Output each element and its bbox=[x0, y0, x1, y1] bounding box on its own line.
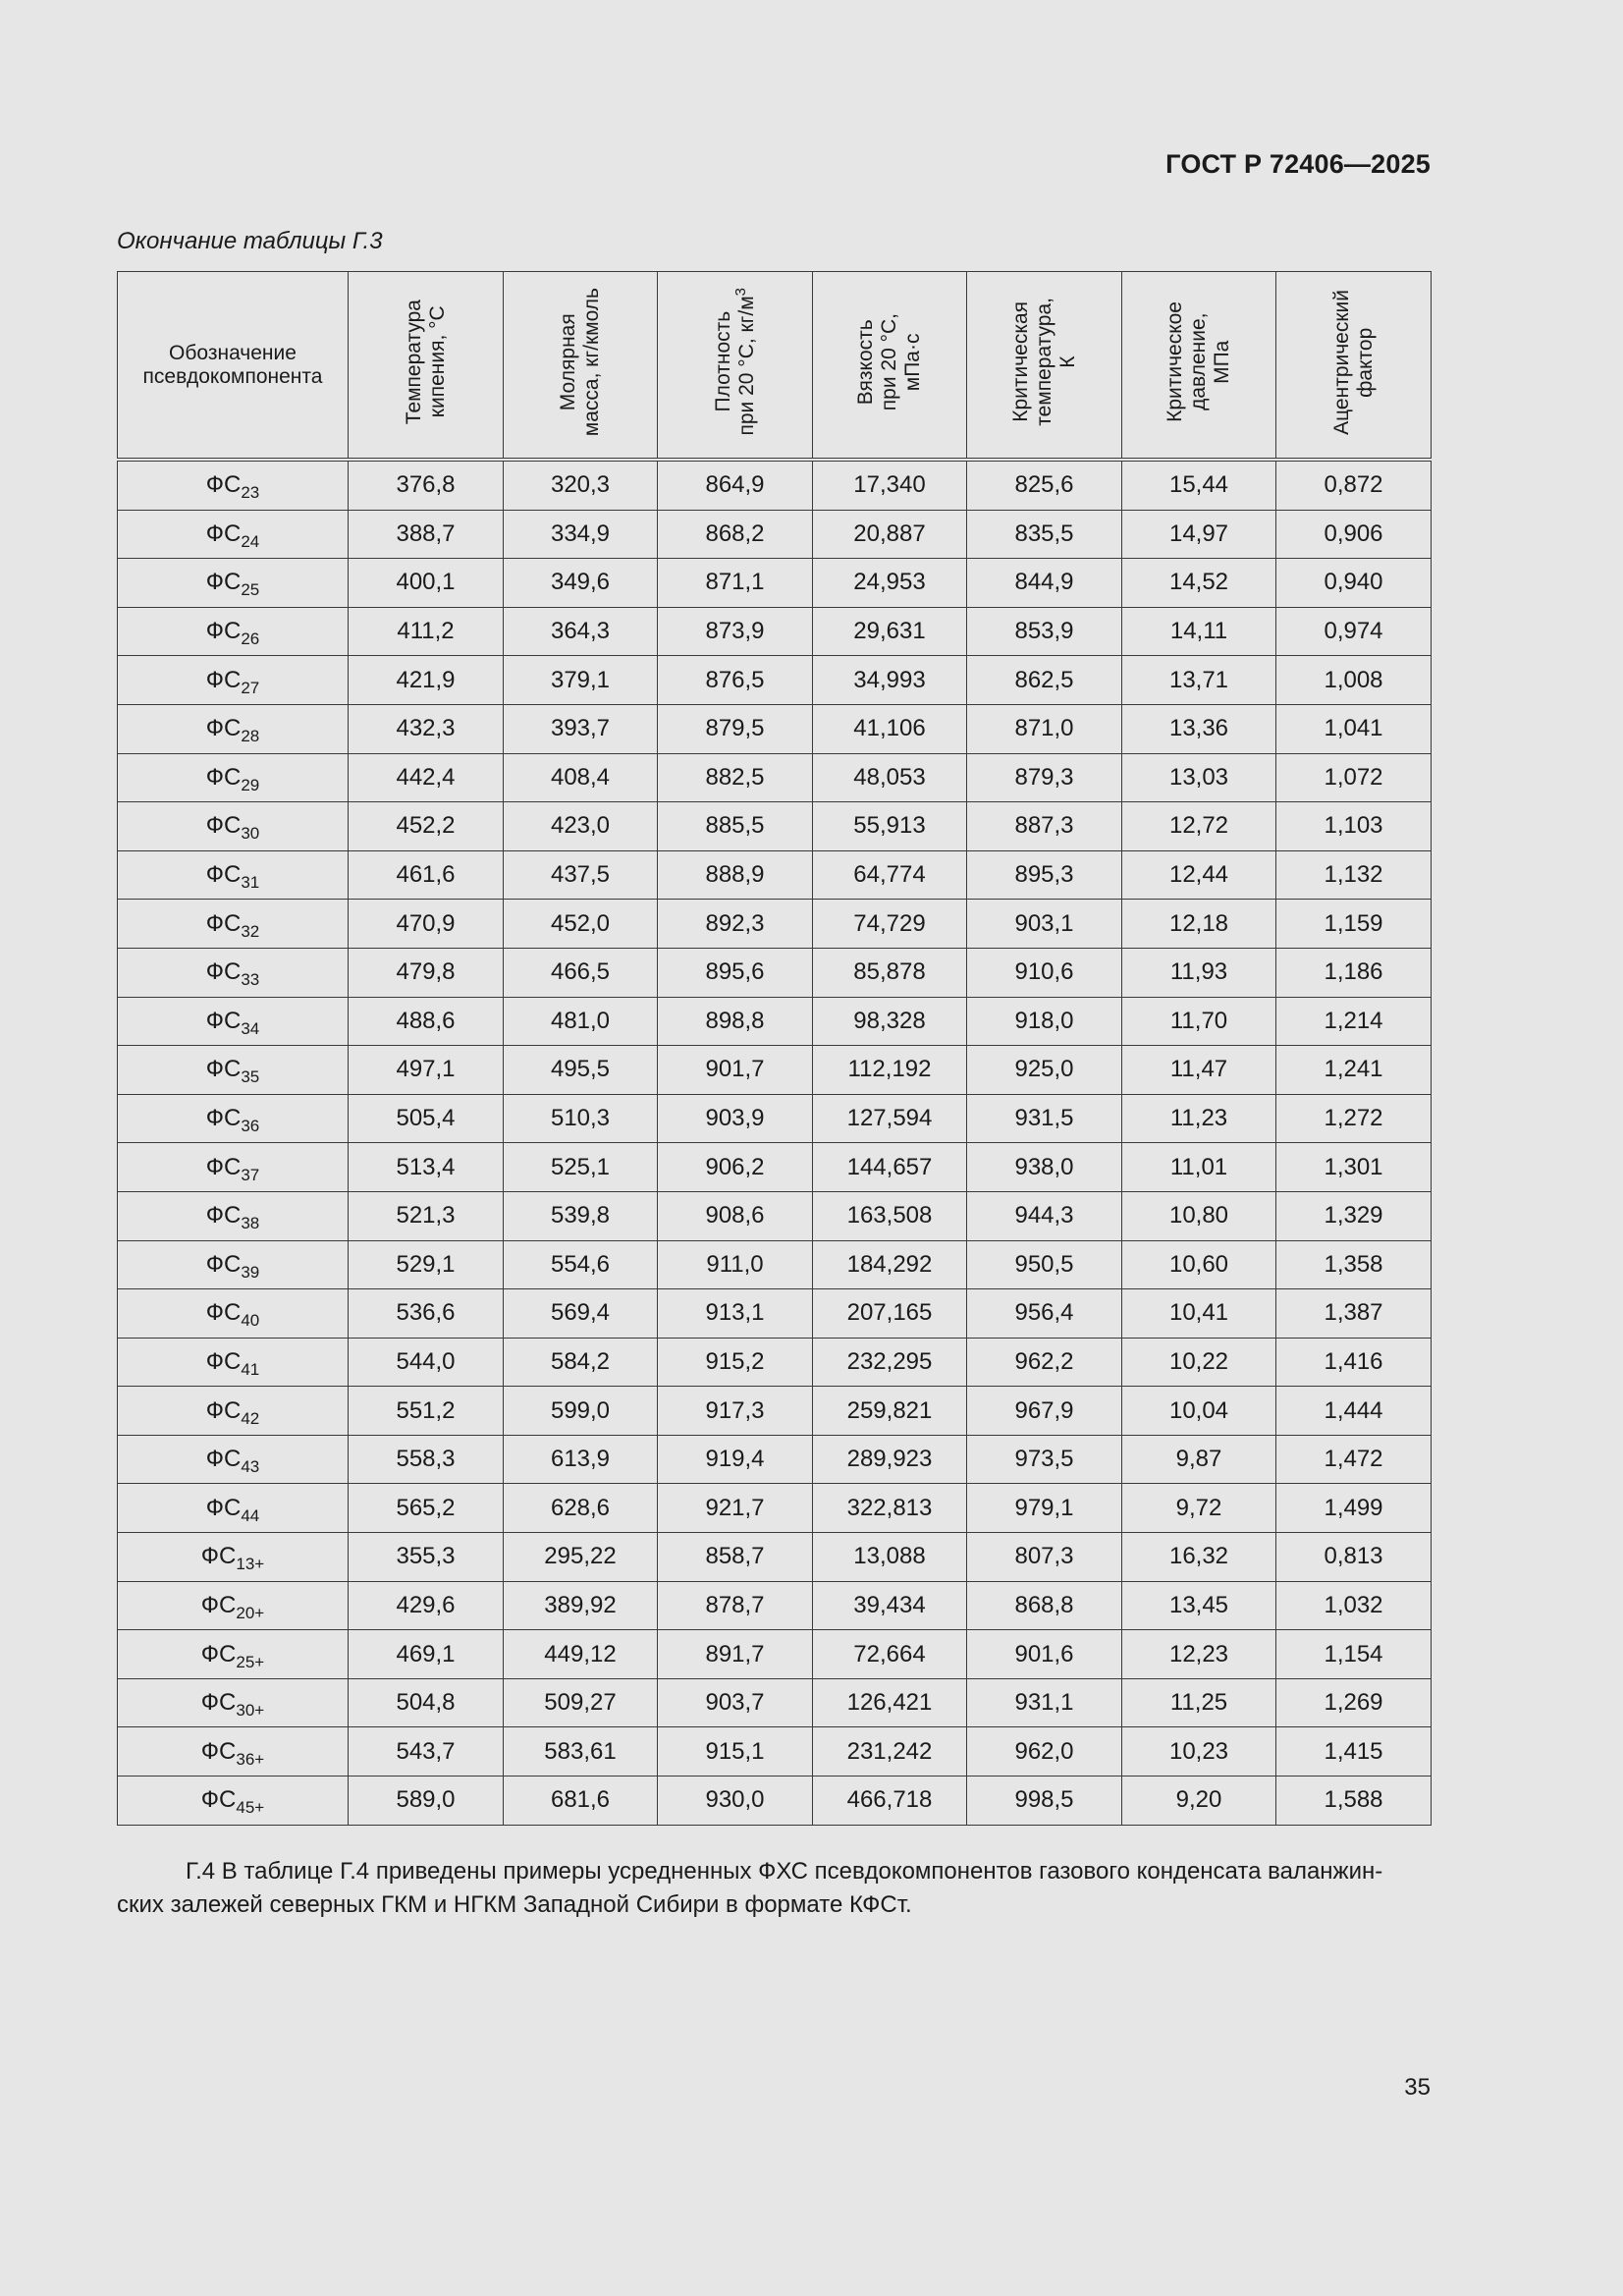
value-cell: 64,774 bbox=[813, 850, 967, 900]
value-cell: 421,9 bbox=[349, 656, 504, 705]
value-cell: 917,3 bbox=[658, 1387, 813, 1436]
value-cell: 14,97 bbox=[1122, 510, 1276, 559]
pseudocomponent-cell: $ФС_{34}$ bbox=[118, 997, 349, 1046]
value-cell: 388,7 bbox=[349, 510, 504, 559]
value-cell: 495,5 bbox=[504, 1046, 658, 1095]
value-cell: 543,7 bbox=[349, 1727, 504, 1777]
value-cell: 504,8 bbox=[349, 1678, 504, 1727]
value-cell: 12,23 bbox=[1122, 1630, 1276, 1679]
value-cell: 9,87 bbox=[1122, 1435, 1276, 1484]
value-cell: 1,186 bbox=[1276, 948, 1432, 997]
value-cell: 13,088 bbox=[813, 1533, 967, 1582]
value-cell: 525,1 bbox=[504, 1143, 658, 1192]
pseudocomponent-cell: $ФС_{36+}$ bbox=[118, 1727, 349, 1777]
value-cell: 544,0 bbox=[349, 1338, 504, 1387]
table-row bbox=[118, 1678, 1432, 1727]
value-cell: 10,41 bbox=[1122, 1289, 1276, 1339]
value-cell: 112,192 bbox=[813, 1046, 967, 1095]
value-cell: 998,5 bbox=[967, 1777, 1122, 1826]
value-cell: 599,0 bbox=[504, 1387, 658, 1436]
value-cell: 479,8 bbox=[349, 948, 504, 997]
header-density: Плотность при 20 °С, $кг/м^3$ bbox=[658, 272, 813, 461]
value-cell: 862,5 bbox=[967, 656, 1122, 705]
value-cell: 1,269 bbox=[1276, 1678, 1432, 1727]
value-cell: 14,52 bbox=[1122, 559, 1276, 608]
value-cell: 962,2 bbox=[967, 1338, 1122, 1387]
pseudocomponent-cell: $ФС_{20+}$ bbox=[118, 1581, 349, 1630]
value-cell: 376,8 bbox=[349, 460, 504, 510]
pseudocomponent-cell: $ФС_{23}$ bbox=[118, 460, 349, 510]
value-cell: 1,387 bbox=[1276, 1289, 1432, 1339]
value-cell: 979,1 bbox=[967, 1484, 1122, 1533]
header-boiling-temp: Температура кипения, °С bbox=[349, 272, 504, 461]
value-cell: 432,3 bbox=[349, 704, 504, 753]
value-cell: 322,813 bbox=[813, 1484, 967, 1533]
pseudocomponent-cell: $ФС_{30+}$ bbox=[118, 1678, 349, 1727]
value-cell: 259,821 bbox=[813, 1387, 967, 1436]
pseudocomponent-cell: $ФС_{44}$ bbox=[118, 1484, 349, 1533]
pseudocomponent-cell: $ФС_{33}$ bbox=[118, 948, 349, 997]
table-row bbox=[118, 1435, 1432, 1484]
table-row bbox=[118, 656, 1432, 705]
value-cell: 1,072 bbox=[1276, 753, 1432, 802]
table-row bbox=[118, 607, 1432, 656]
value-cell: 15,44 bbox=[1122, 460, 1276, 510]
value-cell: 41,106 bbox=[813, 704, 967, 753]
value-cell: 509,27 bbox=[504, 1678, 658, 1727]
pseudocomponent-cell: $ФС_{29}$ bbox=[118, 753, 349, 802]
pseudocomponent-cell: $ФС_{42}$ bbox=[118, 1387, 349, 1436]
table-row bbox=[118, 997, 1432, 1046]
value-cell: 16,32 bbox=[1122, 1533, 1276, 1582]
value-cell: 888,9 bbox=[658, 850, 813, 900]
value-cell: 825,6 bbox=[967, 460, 1122, 510]
value-cell: 144,657 bbox=[813, 1143, 967, 1192]
value-cell: 400,1 bbox=[349, 559, 504, 608]
table-row bbox=[118, 1484, 1432, 1533]
value-cell: 10,23 bbox=[1122, 1727, 1276, 1777]
value-cell: 442,4 bbox=[349, 753, 504, 802]
value-cell: 1,008 bbox=[1276, 656, 1432, 705]
table-row bbox=[118, 1240, 1432, 1289]
value-cell: 466,718 bbox=[813, 1777, 967, 1826]
value-cell: 34,993 bbox=[813, 656, 967, 705]
pseudocomponent-cell: $ФС_{13+}$ bbox=[118, 1533, 349, 1582]
value-cell: 681,6 bbox=[504, 1777, 658, 1826]
table-header-row bbox=[118, 272, 1432, 461]
value-cell: 13,71 bbox=[1122, 656, 1276, 705]
value-cell: 1,472 bbox=[1276, 1435, 1432, 1484]
pseudocomponent-cell: $ФС_{27}$ bbox=[118, 656, 349, 705]
value-cell: 452,2 bbox=[349, 802, 504, 851]
value-cell: 429,6 bbox=[349, 1581, 504, 1630]
value-cell: 956,4 bbox=[967, 1289, 1122, 1339]
value-cell: 0,940 bbox=[1276, 559, 1432, 608]
table-row bbox=[118, 1143, 1432, 1192]
value-cell: 613,9 bbox=[504, 1435, 658, 1484]
value-cell: 871,1 bbox=[658, 559, 813, 608]
value-cell: 10,04 bbox=[1122, 1387, 1276, 1436]
value-cell: 10,80 bbox=[1122, 1191, 1276, 1240]
value-cell: 13,03 bbox=[1122, 753, 1276, 802]
value-cell: 895,6 bbox=[658, 948, 813, 997]
value-cell: 950,5 bbox=[967, 1240, 1122, 1289]
table-row bbox=[118, 1581, 1432, 1630]
value-cell: 334,9 bbox=[504, 510, 658, 559]
value-cell: 510,3 bbox=[504, 1094, 658, 1143]
value-cell: 962,0 bbox=[967, 1727, 1122, 1777]
value-cell: 919,4 bbox=[658, 1435, 813, 1484]
table-row bbox=[118, 1094, 1432, 1143]
value-cell: 11,25 bbox=[1122, 1678, 1276, 1727]
value-cell: 931,5 bbox=[967, 1094, 1122, 1143]
table-row bbox=[118, 1777, 1432, 1826]
value-cell: 9,20 bbox=[1122, 1777, 1276, 1826]
pseudocomponent-cell: $ФС_{40}$ bbox=[118, 1289, 349, 1339]
value-cell: 12,44 bbox=[1122, 850, 1276, 900]
table-row bbox=[118, 1727, 1432, 1777]
value-cell: 569,4 bbox=[504, 1289, 658, 1339]
value-cell: 449,12 bbox=[504, 1630, 658, 1679]
value-cell: 539,8 bbox=[504, 1191, 658, 1240]
pseudocomponent-cell: $ФС_{32}$ bbox=[118, 900, 349, 949]
value-cell: 906,2 bbox=[658, 1143, 813, 1192]
value-cell: 423,0 bbox=[504, 802, 658, 851]
pseudocomponent-cell: $ФС_{24}$ bbox=[118, 510, 349, 559]
value-cell: 921,7 bbox=[658, 1484, 813, 1533]
value-cell: 915,1 bbox=[658, 1727, 813, 1777]
value-cell: 1,444 bbox=[1276, 1387, 1432, 1436]
value-cell: 944,3 bbox=[967, 1191, 1122, 1240]
value-cell: 873,9 bbox=[658, 607, 813, 656]
value-cell: 0,813 bbox=[1276, 1533, 1432, 1582]
table-row bbox=[118, 460, 1432, 510]
header-acentric-factor: Ацентрический фактор bbox=[1276, 272, 1432, 461]
value-cell: 938,0 bbox=[967, 1143, 1122, 1192]
value-cell: 915,2 bbox=[658, 1338, 813, 1387]
value-cell: 911,0 bbox=[658, 1240, 813, 1289]
value-cell: 11,70 bbox=[1122, 997, 1276, 1046]
value-cell: 878,7 bbox=[658, 1581, 813, 1630]
data-table bbox=[117, 271, 1432, 1826]
value-cell: 389,92 bbox=[504, 1581, 658, 1630]
value-cell: 903,9 bbox=[658, 1094, 813, 1143]
value-cell: 231,242 bbox=[813, 1727, 967, 1777]
paragraph-g4: Г.4 В таблице Г.4 приведены примеры усредненных ФХС псевдокомпонентов газового конденсата валанжин- ских залежей северных ГКМ и НГКМ Западной Сибири в формате КФСт. bbox=[117, 1858, 1383, 1918]
value-cell: 536,6 bbox=[349, 1289, 504, 1339]
value-cell: 11,01 bbox=[1122, 1143, 1276, 1192]
table-row bbox=[118, 510, 1432, 559]
value-cell: 126,421 bbox=[813, 1678, 967, 1727]
value-cell: 0,974 bbox=[1276, 607, 1432, 656]
value-cell: 1,272 bbox=[1276, 1094, 1432, 1143]
value-cell: 0,906 bbox=[1276, 510, 1432, 559]
value-cell: 901,6 bbox=[967, 1630, 1122, 1679]
value-cell: 11,93 bbox=[1122, 948, 1276, 997]
header-designation: Обозначение псевдокомпонента bbox=[118, 272, 349, 461]
value-cell: 1,301 bbox=[1276, 1143, 1432, 1192]
value-cell: 1,415 bbox=[1276, 1727, 1432, 1777]
value-cell: 887,3 bbox=[967, 802, 1122, 851]
pseudocomponent-cell: $ФС_{35}$ bbox=[118, 1046, 349, 1095]
value-cell: 918,0 bbox=[967, 997, 1122, 1046]
value-cell: 554,6 bbox=[504, 1240, 658, 1289]
table-body bbox=[118, 460, 1432, 1825]
header-viscosity: Вязкость при 20 °С, мПа·с bbox=[813, 272, 967, 461]
header-critical-pressure: Критическое давление, МПа bbox=[1122, 272, 1276, 461]
value-cell: 0,872 bbox=[1276, 460, 1432, 510]
value-cell: 461,6 bbox=[349, 850, 504, 900]
value-cell: 521,3 bbox=[349, 1191, 504, 1240]
value-cell: 1,159 bbox=[1276, 900, 1432, 949]
value-cell: 930,0 bbox=[658, 1777, 813, 1826]
value-cell: 565,2 bbox=[349, 1484, 504, 1533]
value-cell: 925,0 bbox=[967, 1046, 1122, 1095]
pseudocomponent-cell: $ФС_{41}$ bbox=[118, 1338, 349, 1387]
value-cell: 903,1 bbox=[967, 900, 1122, 949]
value-cell: 39,434 bbox=[813, 1581, 967, 1630]
value-cell: 10,22 bbox=[1122, 1338, 1276, 1387]
value-cell: 9,72 bbox=[1122, 1484, 1276, 1533]
pseudocomponent-cell: $ФС_{30}$ bbox=[118, 802, 349, 851]
value-cell: 466,5 bbox=[504, 948, 658, 997]
table-row bbox=[118, 1387, 1432, 1436]
pseudocomponent-cell: $ФС_{37}$ bbox=[118, 1143, 349, 1192]
table-row bbox=[118, 704, 1432, 753]
value-cell: 891,7 bbox=[658, 1630, 813, 1679]
value-cell: 1,588 bbox=[1276, 1777, 1432, 1826]
table-row bbox=[118, 1046, 1432, 1095]
value-cell: 876,5 bbox=[658, 656, 813, 705]
value-cell: 452,0 bbox=[504, 900, 658, 949]
value-cell: 13,36 bbox=[1122, 704, 1276, 753]
value-cell: 513,4 bbox=[349, 1143, 504, 1192]
value-cell: 29,631 bbox=[813, 607, 967, 656]
value-cell: 583,61 bbox=[504, 1727, 658, 1777]
value-cell: 1,214 bbox=[1276, 997, 1432, 1046]
value-cell: 898,8 bbox=[658, 997, 813, 1046]
value-cell: 207,165 bbox=[813, 1289, 967, 1339]
value-cell: 232,295 bbox=[813, 1338, 967, 1387]
table-row bbox=[118, 1630, 1432, 1679]
value-cell: 908,6 bbox=[658, 1191, 813, 1240]
table-row bbox=[118, 948, 1432, 997]
value-cell: 74,729 bbox=[813, 900, 967, 949]
table-row bbox=[118, 1289, 1432, 1339]
value-cell: 892,3 bbox=[658, 900, 813, 949]
pseudocomponent-cell: $ФС_{45+}$ bbox=[118, 1777, 349, 1826]
value-cell: 469,1 bbox=[349, 1630, 504, 1679]
value-cell: 349,6 bbox=[504, 559, 658, 608]
pseudocomponent-cell: $ФС_{39}$ bbox=[118, 1240, 349, 1289]
value-cell: 1,041 bbox=[1276, 704, 1432, 753]
value-cell: 470,9 bbox=[349, 900, 504, 949]
table-row bbox=[118, 1191, 1432, 1240]
value-cell: 488,6 bbox=[349, 997, 504, 1046]
value-cell: 871,0 bbox=[967, 704, 1122, 753]
value-cell: 879,3 bbox=[967, 753, 1122, 802]
value-cell: 481,0 bbox=[504, 997, 658, 1046]
value-cell: 408,4 bbox=[504, 753, 658, 802]
value-cell: 10,60 bbox=[1122, 1240, 1276, 1289]
value-cell: 85,878 bbox=[813, 948, 967, 997]
table-row bbox=[118, 753, 1432, 802]
value-cell: 437,5 bbox=[504, 850, 658, 900]
table-caption: Окончание таблицы Г.3 bbox=[117, 228, 383, 254]
page-number: 35 bbox=[1404, 2074, 1431, 2101]
value-cell: 1,103 bbox=[1276, 802, 1432, 851]
value-cell: 858,7 bbox=[658, 1533, 813, 1582]
pseudocomponent-cell: $ФС_{36}$ bbox=[118, 1094, 349, 1143]
value-cell: 895,3 bbox=[967, 850, 1122, 900]
value-cell: 364,3 bbox=[504, 607, 658, 656]
value-cell: 98,328 bbox=[813, 997, 967, 1046]
value-cell: 295,22 bbox=[504, 1533, 658, 1582]
value-cell: 497,1 bbox=[349, 1046, 504, 1095]
value-cell: 127,594 bbox=[813, 1094, 967, 1143]
table-row bbox=[118, 1533, 1432, 1582]
document-code: ГОСТ Р 72406—2025 bbox=[1165, 149, 1431, 179]
value-cell: 558,3 bbox=[349, 1435, 504, 1484]
value-cell: 901,7 bbox=[658, 1046, 813, 1095]
table-row bbox=[118, 850, 1432, 900]
table-row bbox=[118, 559, 1432, 608]
value-cell: 289,923 bbox=[813, 1435, 967, 1484]
value-cell: 11,23 bbox=[1122, 1094, 1276, 1143]
pseudocomponent-cell: $ФС_{31}$ bbox=[118, 850, 349, 900]
value-cell: 529,1 bbox=[349, 1240, 504, 1289]
value-cell: 864,9 bbox=[658, 460, 813, 510]
pseudocomponent-cell: $ФС_{38}$ bbox=[118, 1191, 349, 1240]
pseudocomponent-cell: $ФС_{25}$ bbox=[118, 559, 349, 608]
value-cell: 14,11 bbox=[1122, 607, 1276, 656]
value-cell: 1,154 bbox=[1276, 1630, 1432, 1679]
table-row bbox=[118, 1338, 1432, 1387]
value-cell: 13,45 bbox=[1122, 1581, 1276, 1630]
header-critical-temp: Критическая температура, К bbox=[967, 272, 1122, 461]
value-cell: 72,664 bbox=[813, 1630, 967, 1679]
value-cell: 973,5 bbox=[967, 1435, 1122, 1484]
value-cell: 48,053 bbox=[813, 753, 967, 802]
value-cell: 24,953 bbox=[813, 559, 967, 608]
value-cell: 551,2 bbox=[349, 1387, 504, 1436]
pseudocomponent-cell: $ФС_{26}$ bbox=[118, 607, 349, 656]
value-cell: 910,6 bbox=[967, 948, 1122, 997]
table-row bbox=[118, 802, 1432, 851]
value-cell: 903,7 bbox=[658, 1678, 813, 1727]
value-cell: 320,3 bbox=[504, 460, 658, 510]
value-cell: 411,2 bbox=[349, 607, 504, 656]
value-cell: 853,9 bbox=[967, 607, 1122, 656]
value-cell: 505,4 bbox=[349, 1094, 504, 1143]
value-cell: 1,132 bbox=[1276, 850, 1432, 900]
pseudocomponent-cell: $ФС_{28}$ bbox=[118, 704, 349, 753]
value-cell: 931,1 bbox=[967, 1678, 1122, 1727]
value-cell: 184,292 bbox=[813, 1240, 967, 1289]
value-cell: 868,2 bbox=[658, 510, 813, 559]
value-cell: 879,5 bbox=[658, 704, 813, 753]
value-cell: 807,3 bbox=[967, 1533, 1122, 1582]
value-cell: 913,1 bbox=[658, 1289, 813, 1339]
value-cell: 628,6 bbox=[504, 1484, 658, 1533]
table-row bbox=[118, 900, 1432, 949]
value-cell: 1,358 bbox=[1276, 1240, 1432, 1289]
value-cell: 885,5 bbox=[658, 802, 813, 851]
value-cell: 589,0 bbox=[349, 1777, 504, 1826]
value-cell: 20,887 bbox=[813, 510, 967, 559]
value-cell: 835,5 bbox=[967, 510, 1122, 559]
value-cell: 967,9 bbox=[967, 1387, 1122, 1436]
value-cell: 379,1 bbox=[504, 656, 658, 705]
value-cell: 1,241 bbox=[1276, 1046, 1432, 1095]
value-cell: 55,913 bbox=[813, 802, 967, 851]
value-cell: 393,7 bbox=[504, 704, 658, 753]
value-cell: 12,18 bbox=[1122, 900, 1276, 949]
value-cell: 1,032 bbox=[1276, 1581, 1432, 1630]
value-cell: 868,8 bbox=[967, 1581, 1122, 1630]
value-cell: 1,416 bbox=[1276, 1338, 1432, 1387]
value-cell: 1,499 bbox=[1276, 1484, 1432, 1533]
value-cell: 163,508 bbox=[813, 1191, 967, 1240]
value-cell: 882,5 bbox=[658, 753, 813, 802]
value-cell: 355,3 bbox=[349, 1533, 504, 1582]
pseudocomponent-cell: $ФС_{25+}$ bbox=[118, 1630, 349, 1679]
value-cell: 584,2 bbox=[504, 1338, 658, 1387]
value-cell: 11,47 bbox=[1122, 1046, 1276, 1095]
pseudocomponent-cell: $ФС_{43}$ bbox=[118, 1435, 349, 1484]
value-cell: 1,329 bbox=[1276, 1191, 1432, 1240]
value-cell: 17,340 bbox=[813, 460, 967, 510]
header-molar-mass: Молярная масса, кг/кмоль bbox=[504, 272, 658, 461]
value-cell: 12,72 bbox=[1122, 802, 1276, 851]
value-cell: 844,9 bbox=[967, 559, 1122, 608]
